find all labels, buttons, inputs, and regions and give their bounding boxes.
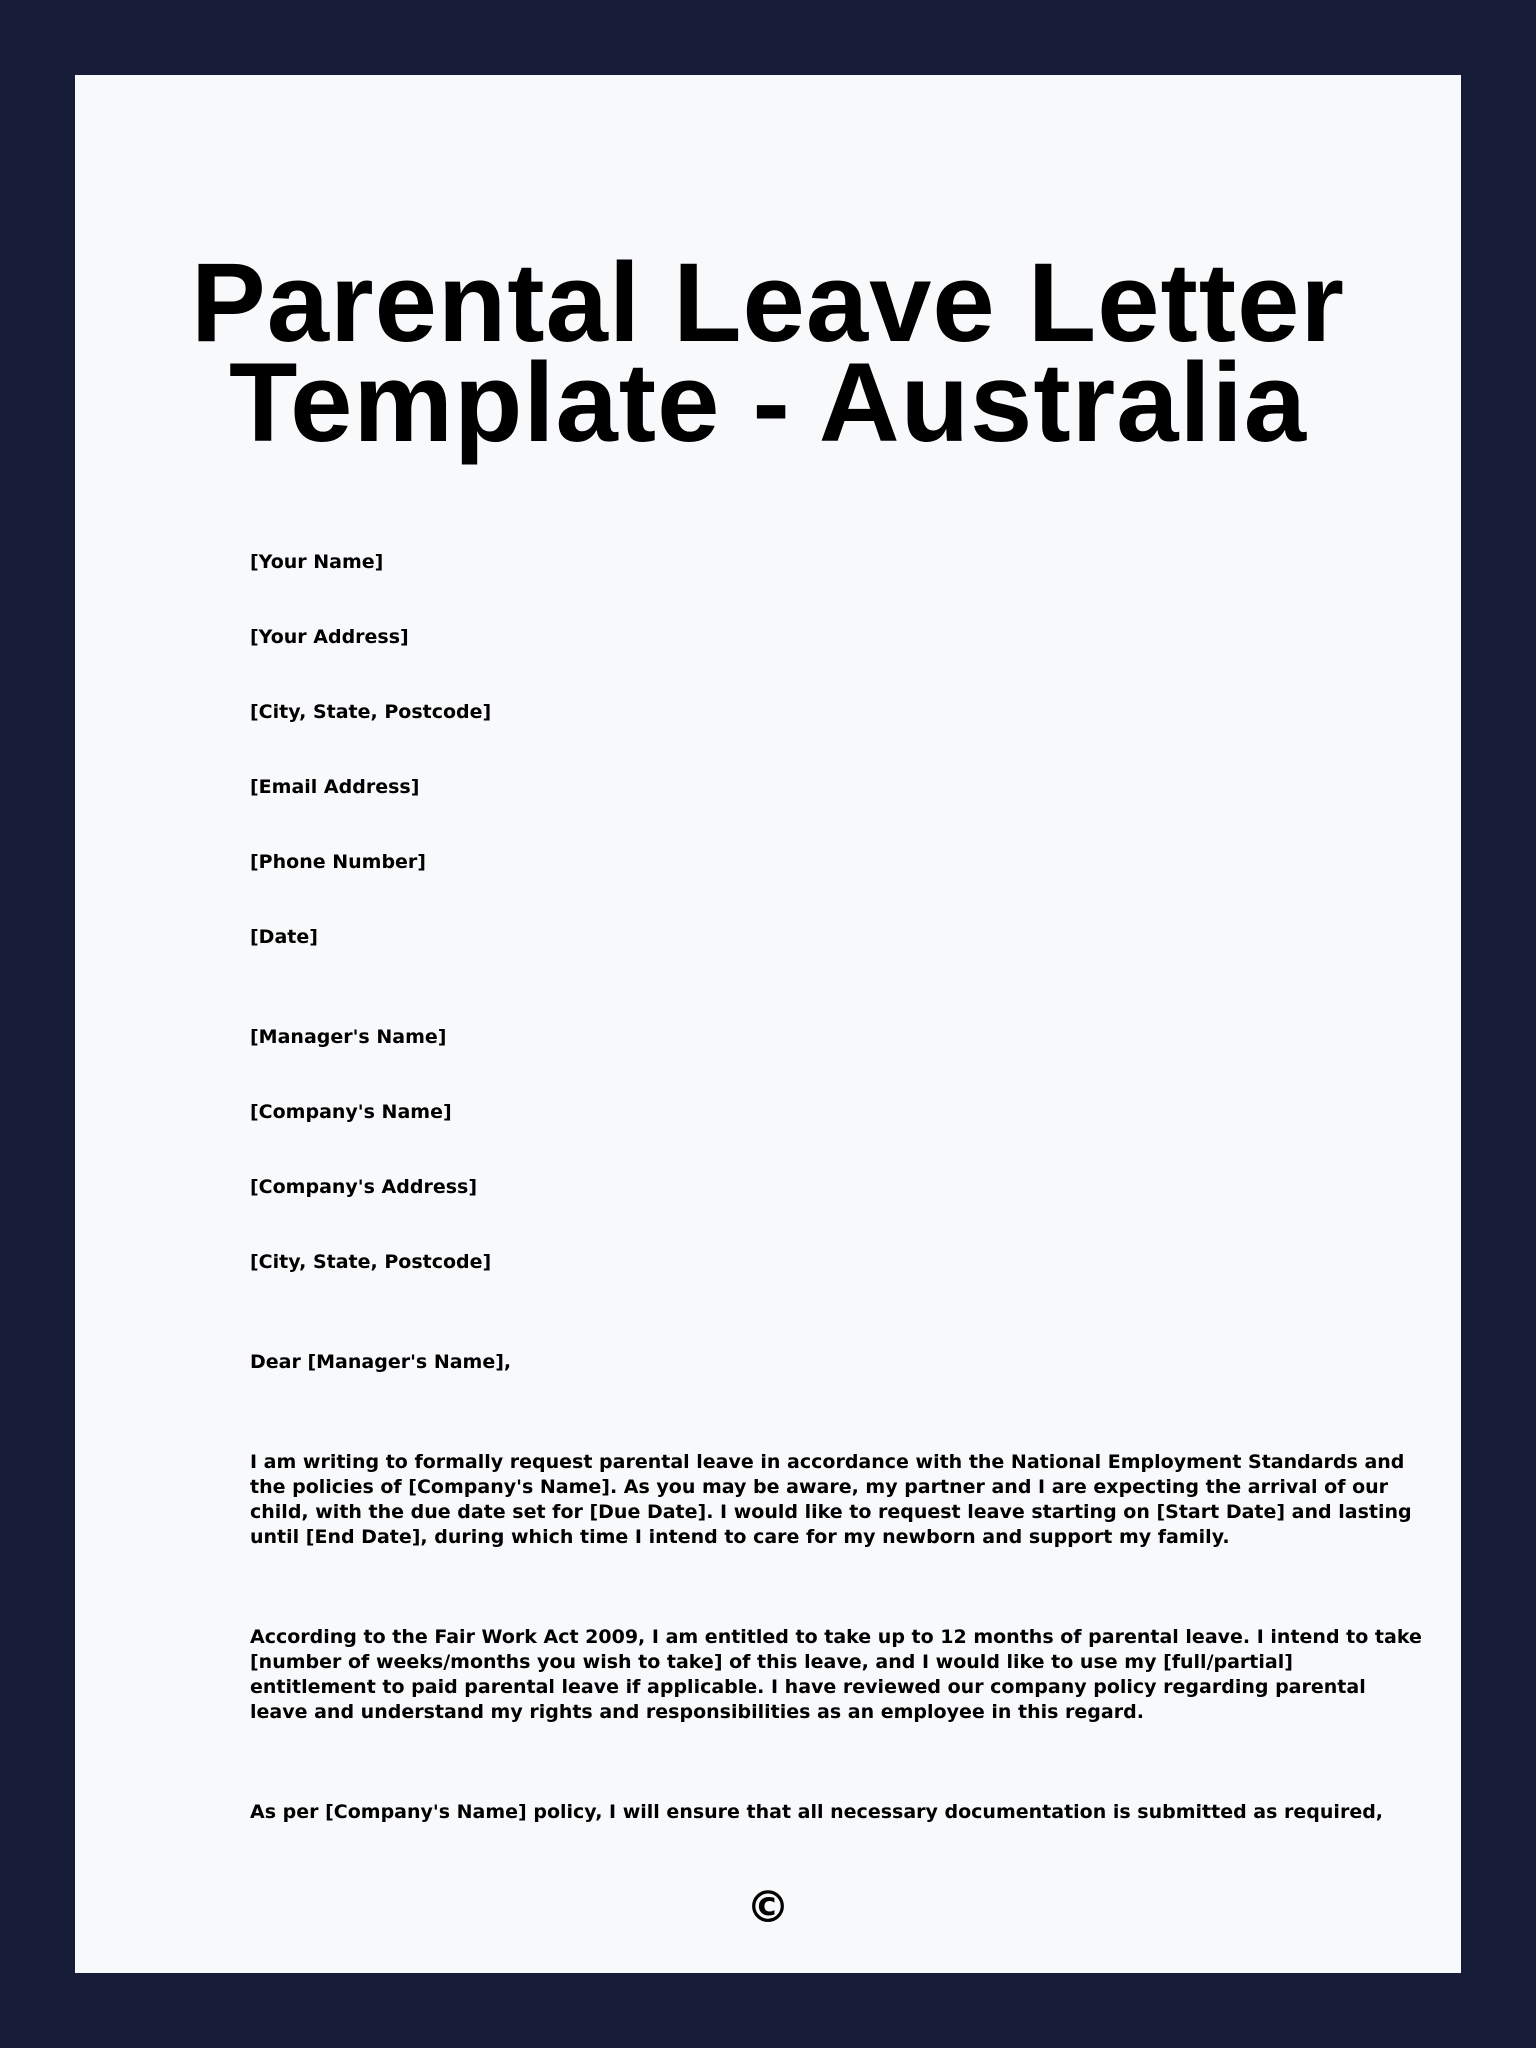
paragraph-line: According to the Fair Work Act 2009, I am entitled to take up to 12 months of parental leave. I intend to take bbox=[250, 1626, 1422, 1648]
sender-address: [Your Address] bbox=[250, 626, 409, 648]
recipient-manager-name: [Manager's Name] bbox=[250, 1026, 447, 1048]
body-paragraph-3 bbox=[250, 1800, 1384, 1825]
recipient-city-state-postcode: [City, State, Postcode] bbox=[250, 1251, 492, 1273]
title-line-2: Template - Australia bbox=[228, 340, 1308, 465]
paragraph-line: the policies of [Company's Name]. As you may be aware, my partner and I are expecting the arrival of our bbox=[250, 1476, 1389, 1498]
sender-phone: [Phone Number] bbox=[250, 851, 426, 873]
paragraph-line: I am writing to formally request parental leave in accordance with the National Employment Standards and bbox=[250, 1451, 1405, 1473]
letter-page bbox=[75, 75, 1461, 1973]
paragraph-line: until [End Date], during which time I intend to care for my newborn and support my family. bbox=[250, 1526, 1230, 1548]
recipient-company-name: [Company's Name] bbox=[250, 1101, 452, 1123]
paragraph-line: entitlement to paid parental leave if applicable. I have reviewed our company policy regarding parental bbox=[250, 1676, 1366, 1698]
body-paragraph-1 bbox=[250, 1450, 1412, 1550]
page-title bbox=[75, 240, 1461, 465]
paragraph-line: [number of weeks/months you wish to take] of this leave, and I would like to use my [full/partial] bbox=[250, 1651, 1293, 1673]
salutation: Dear [Manager's Name], bbox=[250, 1351, 512, 1373]
paragraph-line: As per [Company's Name] policy, I will ensure that all necessary documentation is submitted as required, bbox=[250, 1801, 1384, 1823]
sender-city-state-postcode: [City, State, Postcode] bbox=[250, 701, 492, 723]
paragraph-line: leave and understand my rights and responsibilities as an employee in this regard. bbox=[250, 1701, 1144, 1723]
sender-name: [Your Name] bbox=[250, 551, 384, 573]
sender-email: [Email Address] bbox=[250, 776, 420, 798]
body-paragraph-2 bbox=[250, 1625, 1422, 1725]
recipient-company-address: [Company's Address] bbox=[250, 1176, 478, 1198]
letter-date: [Date] bbox=[250, 926, 318, 948]
copyright-icon: © bbox=[746, 1882, 790, 1933]
title-line-1: Parental Leave Letter bbox=[191, 240, 1345, 365]
paragraph-line: child, with the due date set for [Due Date]. I would like to request leave starting on [Start Date] and lasting bbox=[250, 1501, 1412, 1523]
